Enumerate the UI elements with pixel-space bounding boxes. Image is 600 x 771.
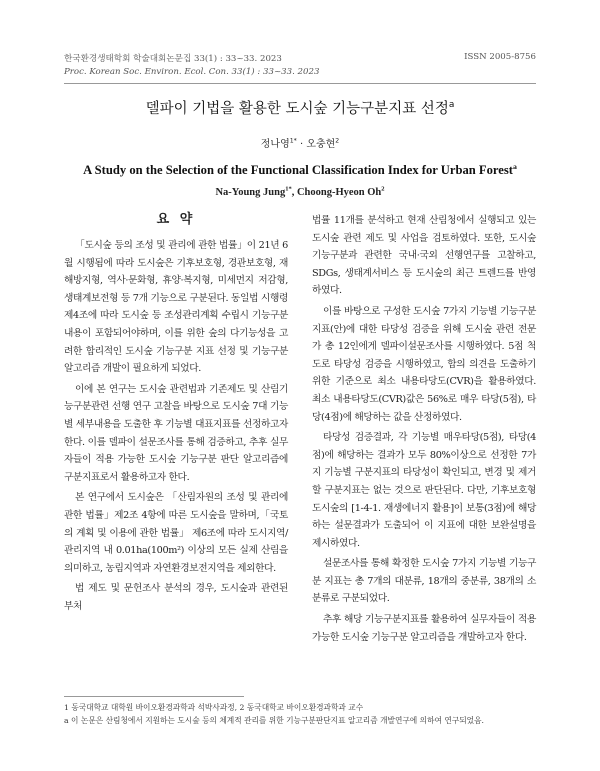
korean-authors <box>0 135 600 150</box>
header-divider <box>64 83 536 84</box>
footnote-divider <box>64 696 244 697</box>
korean-title-text: 델파이 기법을 활용한 도시숲 기능구분지표 선정 <box>145 101 449 117</box>
author-2-english-mark: 2 <box>381 185 385 193</box>
author-1-english: Na-Young Jung <box>215 187 286 198</box>
abstract-paragraph: 설문조사를 통해 확정한 도시숲 7가지 기능별 기능구분 지표는 총 7개의 대분류, 18개의 중분류, 38개의 소분류로 구분되었다. <box>312 558 536 605</box>
abstract-paragraph: 법률 11개를 분석하고 현재 산림청에서 실행되고 있는 도시숲 관련 제도 및 사업을 검토하였다. 또한, 도시숲 기능구분과 관련한 국내·국외 선행연구를 고찰하고, SDGs, 생태계서비스 등 도시숲의 최근 트렌드를 반영하였다. <box>312 215 536 297</box>
abstract-paragraph: 본 연구에서 도시숲은 「산림자원의 조성 및 관리에 관한 법률」제2조 4항에 따른 도시숲을 말하며,「국토의 계획 및 이용에 관한 법률」 제6조에 따라 도시지역/관리지역 내 0.01ha(100m²) 이상의 모든 실제 산림을 의미하고, 농림지역과 자연환경보전지역을 제외한다. <box>64 492 288 574</box>
author-2-korean: 오충현 <box>306 139 336 150</box>
author-1-korean: 정나영 <box>260 139 290 150</box>
abstract-paragraph: 타당성 검증결과, 각 기능별 매우타당(5점), 타당(4점)에 해당하는 결과가 모두 80%이상으로 선정한 7가지 기능별 구분지표의 타당성이 확인되고, 변경 및 제거할 구분지표는 없는 것으로 판단된다. 다만, 기후보호형 도시숲의 [1-4-1. 재생에너지 활용]이 보통(3점)에 해당하는 설문결과가 도출되어 이 지표에 대한 보완설명을 제시하였다. <box>312 432 536 549</box>
author-1-english-mark: 1* <box>285 185 292 193</box>
issn-label: ISSN 2005-8756 <box>464 52 536 62</box>
abstract-paragraph: 이를 바탕으로 구성한 도시숲 7가지 기능별 기능구분 지표(안)에 대한 타당성 검증을 위해 도시숲 관련 전문가 총 12인에게 델파이설문조사를 시행하였다. 5점 척도로 타당성 검증을 시행하였고, 합의 의견을 도출하기 위한 기준으로 최소 내용타당도(CVR)을 활용하였다. 최소 내용타당도(CVR)값은 56%로 매우 타당(5점), 타당(4점)에 해당하는 값을 산정하였다. <box>312 305 536 423</box>
footnote-affiliations: 1 동국대학교 대학원 바이오환경과학과 석박사과정, 2 동국대학교 바이오환경과학과 교수 <box>64 703 364 712</box>
english-title-footnote-mark: a <box>512 161 517 171</box>
abstract-paragraph: 이에 본 연구는 도시숲 관련법과 기존제도 및 산림기능구분관련 선행 연구 고찰을 바탕으로 도시숲 7대 기능별 세부내용을 도출한 후 기능별 대표지표를 선정하고자 한다. 이를 델파이 설문조사를 통해 검증하고, 추후 실무자들이 적용 가능한 도시숲 기능구분 판단 알고리즘에 구분지표로서 활용하고자 한다. <box>64 383 288 483</box>
korean-title <box>0 97 600 118</box>
abstract-paragraph: 추후 해당 기능구분지표를 활용하여 실무자들이 적용 가능한 도시숲 기능구분 알고리즘을 개발하고자 한다. <box>312 614 536 643</box>
author-separator-korean: · <box>296 139 307 150</box>
author-2-english: Choong-Hyeon Oh <box>296 187 382 198</box>
korean-title-footnote-mark: a <box>448 100 455 111</box>
english-title <box>0 163 600 178</box>
author-separator-english: , <box>291 187 297 198</box>
author-1-korean-mark: 1* <box>289 137 297 145</box>
author-2-korean-mark: 2 <box>335 137 340 145</box>
abstract-heading: 요 약 <box>156 212 196 227</box>
english-title-text: A Study on the Selection of the Functional Classification Index for Urban Forest <box>83 163 513 177</box>
journal-header-korean: 한국환경생태학회 학술대회논문집 33(1) : 33~33. 2023 <box>64 54 282 64</box>
abstract-paragraph: 법 제도 및 문헌조사 분석의 경우, 도시숲과 관련된 부처 <box>64 583 288 612</box>
abstract-right-column <box>312 212 536 646</box>
abstract-paragraph: 「도시숲 등의 조성 및 관리에 관한 법률」이 21년 6월 시행됨에 따라 도시숲은 기후보호형, 경관보호형, 재해방지형, 역사·문화형, 휴양·복지형, 미세먼지 저감형, 생태계보전형 등 7개 기능으로 구분된다. 동일법 시행령 제4조에 따라 도시숲 등 조성관리계획 수립시 기능구분내용이 포함되어야하며, 이를 위한 숲의 다기능성을 고려한 합리적인 도시숲 기능구분 지표 선정 및 기능구분 알고리즘 개발이 필요하게 되었다. <box>64 240 288 375</box>
footnote-funding: a 이 논문은 산림청에서 지원하는 도시숲 등의 체계적 관리를 위한 기능구분판단지표 알고리즘 개발연구에 의하여 연구되었음. <box>64 716 484 725</box>
journal-header-english: Proc. Korean Soc. Environ. Ecol. Con. 33(1) : 33~33. 2023 <box>64 67 320 77</box>
english-authors <box>0 187 600 198</box>
abstract-left-column <box>64 237 288 615</box>
